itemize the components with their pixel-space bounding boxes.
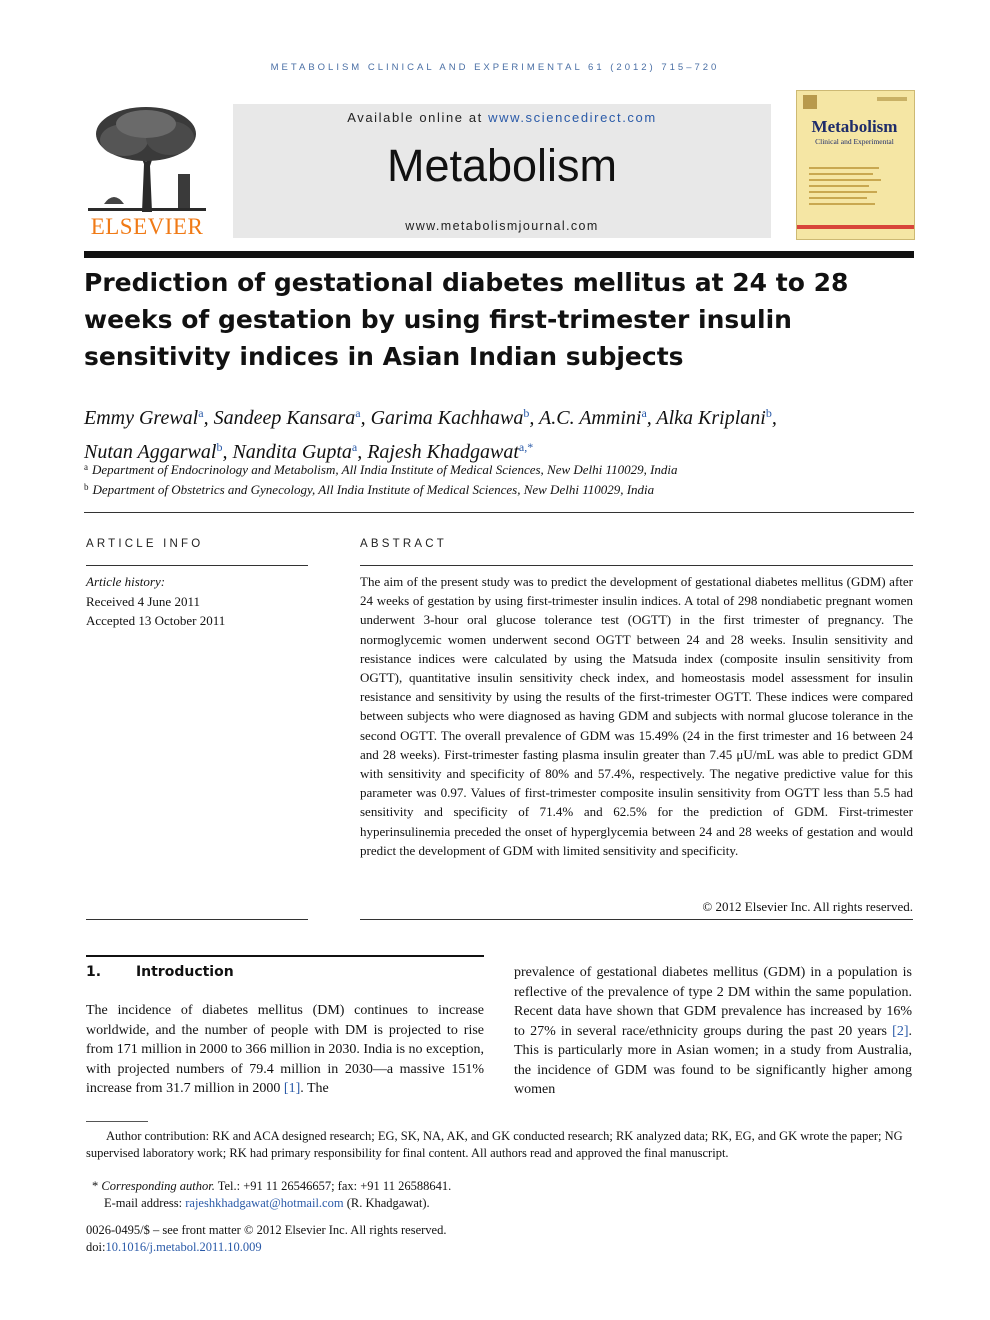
article-history <box>86 572 306 631</box>
author-name: Garima Kachhawa <box>370 407 524 429</box>
paragraph-text: The incidence of diabetes mellitus (DM) continues to increase worldwide, and the number of people with DM is projected to rise from 171 million in 2000 to 366 million in 2030. India is no exception, with projected numbers of 79.4 million in 2030—a massive 151% increase from 31.7 million in 2000 <box>86 1003 484 1096</box>
paragraph-text: . This is particularly more in Asian women; in a study from Australia, the incidence of GDM was found to be significantly higher among women <box>514 1023 912 1097</box>
history-label: Article history: <box>86 574 166 589</box>
abstract-text: The aim of the present study was to predict the development of gestational diabetes mellitus (GDM) after 24 weeks of gestation by using first-trimester insulin indices. A total of 298 nondiabetic pregnant women underwent 3-hour oral glucose tolerance test (OGTT) in the first trimester of pregnancy. The normoglycemic women underwent second OGTT between 24 and 28 weeks. Insulin sensitivity and resistance indices were calculated by using the Matsuda index (composite insulin sensitivity from OGTT), quantitative insulin sensitivity check index, and homeostasis model assessment for insulin resistance and sensitivity by using the results of the first-trimester OGTT. These indices were compared between subjects who were diagnosed as having GDM and subjects with normal glucose tolerance in the second OGTT. The overall prevalence of GDM was 15.49% (24 in the first trimester and 16 between 24 and 28 weeks). First-trimester fasting plasma insulin greater than 7.45 μU/mL was able to predict GDM with sensitivity and specificity of 80% and 57.4%, respectively. The negative predictive value for this parameter was 0.97. Values of first-trimester composite insulin sensitivity from OGTT less than 5.5 had sensitivity and specificity of 71.4% and 62.5% for the prediction of GDM. First-trimester hyperinsulinemia preceded the onset of hyperglycemia between 24 and 28 weeks of gestation and would predict the development of GDM with limited sensitivity and specificity. <box>360 574 913 858</box>
affiliation-marker[interactable]: a <box>198 406 204 420</box>
intro-heading <box>86 964 234 980</box>
abstract-copyright: © 2012 Elsevier Inc. All rights reserved. <box>702 899 913 914</box>
abstract-rule <box>360 565 913 566</box>
abstract-heading: ABSTRACT <box>360 538 447 550</box>
email-suffix: (R. Khadgawat). <box>346 1196 430 1210</box>
footnote-rule <box>86 1121 148 1122</box>
affiliation-marker[interactable]: a <box>355 406 361 420</box>
corresponding-label: Corresponding author. <box>101 1179 215 1193</box>
journal-cover-image <box>796 90 915 240</box>
affiliation-marker[interactable]: a,* <box>518 440 534 454</box>
contact-numbers: Tel.: +91 11 26546657; fax: +91 11 26588641. <box>217 1179 452 1193</box>
cover-subtitle: Clinical and Experimental <box>815 137 894 146</box>
author-name: Alka Kriplani <box>656 407 766 429</box>
citation-link[interactable]: [1] <box>283 1081 301 1096</box>
author-contribution-note: Author contribution: RK and ACA designed research; EG, SK, NA, AK, and GK conducted research; RK analyzed data; RK, EG, and GK wrote the paper; NG supervised laboratory work; RK had primary responsibility for final content. All authors read and approved the final manuscript. <box>86 1129 903 1160</box>
author-list: Emmy Grewal$^a$, Sandeep Kansara$^a$, Garima Kachhawa$^b$, A.C. Ammini$^a$, Alka Kriplani$^b$, Nutan Aggarwal$^b$, Nandita Gupta$^a$, Rajesh Khadgawat$^{a,*}$ <box>84 406 777 463</box>
affiliation-text: Department of Endocrinology and Metabolism, All India Institute of Medical Sciences, New Delhi 110029, India <box>92 462 678 477</box>
intro-right-column <box>514 963 912 1100</box>
doi-line <box>86 1239 912 1256</box>
corresponding-author-note <box>86 1178 918 1195</box>
affiliation-marker[interactable]: b <box>216 440 223 454</box>
journal-url[interactable]: www.metabolismjournal.com <box>405 219 599 233</box>
doi-label: doi: <box>86 1240 106 1254</box>
intro-left-column <box>86 1001 484 1099</box>
affiliation-a <box>84 462 914 478</box>
abstract-bottom-rule <box>360 919 913 920</box>
sciencedirect-link[interactable]: www.sciencedirect.com <box>488 110 657 125</box>
affiliation-marker[interactable]: b <box>523 406 530 420</box>
section-rule <box>84 512 914 513</box>
affiliation-marker[interactable]: a <box>641 406 647 420</box>
issn-line: 0026-0495/$ – see front matter © 2012 Elsevier Inc. All rights reserved. <box>86 1223 447 1237</box>
citation-link[interactable]: [2] <box>892 1023 909 1039</box>
email-note <box>86 1195 930 1212</box>
article-title: Prediction of gestational diabetes mellitus at 24 to 28 weeks of gestation by using first-trimester insulin sensitivity indices in Asian Indian subjects <box>84 268 849 371</box>
paragraph-text: . The <box>300 1081 329 1096</box>
author-name: Nutan Aggarwal <box>84 441 217 463</box>
affiliation-marker[interactable]: b <box>765 406 772 420</box>
elsevier-wordmark: ELSEVIER <box>90 214 204 239</box>
email-label: E-mail address: <box>104 1196 183 1210</box>
section-number: 1. <box>86 964 102 980</box>
author-name: A.C. Ammini <box>539 407 642 429</box>
available-prefix: Available online at <box>347 110 483 125</box>
cover-title: Metabolism <box>811 117 898 136</box>
affiliation-label: a <box>84 462 88 472</box>
affiliation-label: b <box>84 482 89 492</box>
email-link[interactable]: rajeshkhadgawat@hotmail.com <box>185 1196 344 1210</box>
article-info-bottom-rule <box>86 919 308 920</box>
header-rule <box>84 251 914 258</box>
journal-name: Metabolism <box>386 140 618 191</box>
affiliation-b <box>84 482 914 498</box>
footnote-marker: * <box>92 1179 99 1193</box>
intro-rule <box>86 955 484 957</box>
section-title: Introduction <box>135 964 234 980</box>
article-info-heading: ARTICLE INFO <box>86 538 204 550</box>
paragraph-text: prevalence of gestational diabetes mellitus (GDM) in a population is reflective of the prevalence of type 2 DM within the same population. Recent data have shown that GDM prevalence has increased by 16% to 27% in several race/ethnicity groups during the past 20 years <box>514 965 912 1039</box>
author-name: Sandeep Kansara <box>213 407 356 429</box>
author-name: Emmy Grewal <box>84 407 199 429</box>
author-name: Rajesh Khadgawat <box>367 441 519 463</box>
received-date: Received 4 June 2011 <box>86 593 200 609</box>
available-online <box>233 110 771 125</box>
running-head: METABOLISM CLINICAL AND EXPERIMENTAL 61 (2012) 715–720 <box>270 62 720 73</box>
author-name: Nandita Gupta <box>232 441 352 463</box>
accepted-date: Accepted 13 October 2011 <box>86 613 226 628</box>
doi-link[interactable]: 10.1016/j.metabol.2011.10.009 <box>105 1240 262 1254</box>
affiliation-marker[interactable]: a <box>351 440 358 454</box>
article-info-rule <box>86 565 308 566</box>
affiliation-text: Department of Obstetrics and Gynecology, All India Institute of Medical Sciences, New Delhi 110029, India <box>92 482 655 497</box>
